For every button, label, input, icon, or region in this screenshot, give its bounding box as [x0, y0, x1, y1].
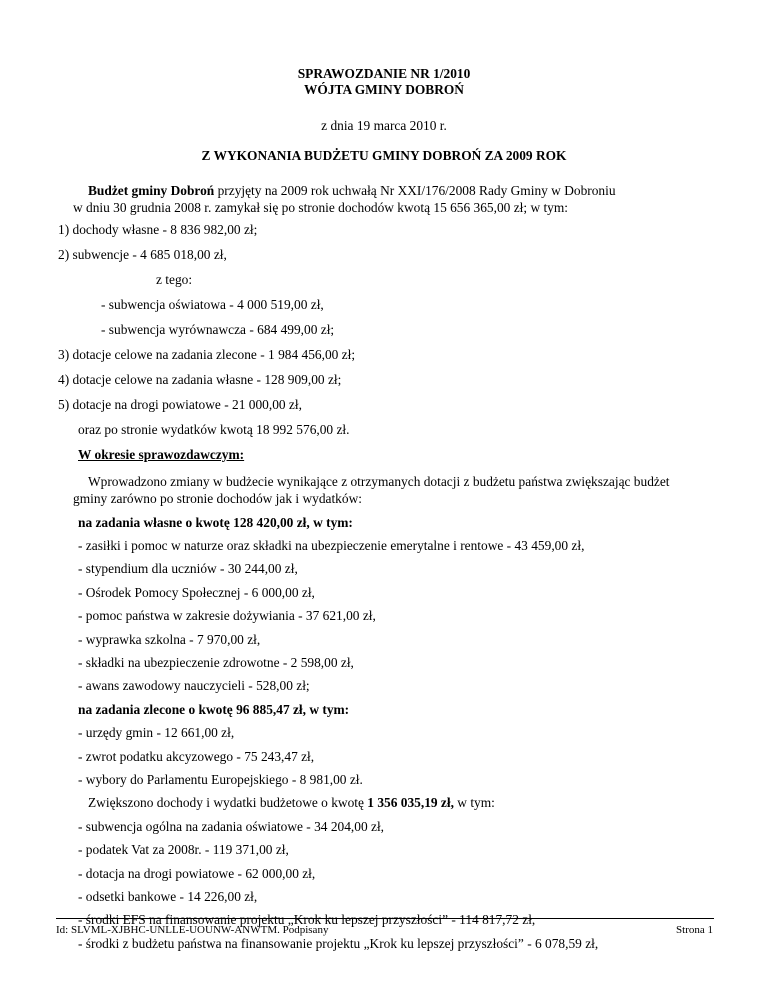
revenue-item: - subwencja oświatowa - 4 000 519,00 zł,: [101, 297, 324, 312]
delegated-tasks-item: - urzędy gmin - 12 661,00 zł,: [78, 725, 235, 741]
own-tasks-item: - Ośrodek Pomocy Społecznej - 6 000,00 zł,: [78, 584, 315, 600]
delegated-tasks-item: - wybory do Parlamentu Europejskiego - 8 981,00 zł.: [78, 772, 363, 787]
own-tasks-item: - zasiłki i pomoc w naturze oraz składki na ubezpieczenie emerytalne i rentowe - 43 459,00 zł,: [78, 538, 585, 553]
title-line-2: WÓJTA GMINY DOBROŃ: [304, 82, 464, 97]
reporting-period-heading: W okresie sprawozdawczym:: [78, 447, 245, 462]
own-tasks-item: - pomoc państwa w zakresie dożywiania - 37 621,00 zł,: [78, 608, 376, 624]
revenue-item: 1) dochody własne - 8 836 982,00 zł;: [58, 222, 258, 237]
increase-text-before: Zwiększono dochody i wydatki budżetowe o kwotę: [88, 795, 368, 811]
delegated-tasks-item: - zwrot podatku akcyzowego - 75 243,47 zł,: [78, 748, 315, 764]
increase-item: - dotacja na drogi powiatowe - 62 000,00 zł,: [78, 865, 316, 881]
intro-bold-lead: Budżet gminy Dobroń: [88, 183, 215, 198]
own-tasks-item: - wyprawka szkolna - 7 970,00 zł,: [78, 631, 261, 647]
footer-page-number: Strona 1: [676, 924, 713, 936]
own-tasks-item: - stypendium dla uczniów - 30 244,00 zł,: [78, 561, 298, 577]
changes-intro-line-2: gminy zarówno po stronie dochodów jak i wydatków:: [73, 491, 362, 506]
increase-text-after: w tym:: [453, 795, 495, 811]
own-tasks-item: - awans zawodowy nauczycieli - 528,00 zł;: [78, 678, 310, 694]
document-subject: Z WYKONANIA BUDŻETU GMINY DOBROŃ ZA 2009 ROK: [201, 148, 567, 163]
revenue-item: 2) subwencje - 4 685 018,00 zł,: [58, 247, 227, 262]
increase-amount: 1 356 035,19 zł,: [367, 795, 454, 811]
revenue-item: 4) dotacje celowe na zadania własne - 128 909,00 zł;: [58, 372, 342, 387]
own-tasks-item: - składki na ubezpieczenie zdrowotne - 2 598,00 zł,: [78, 655, 354, 670]
expenditure-total: oraz po stronie wydatków kwotą 18 992 576,00 zł.: [78, 422, 350, 437]
increase-item: - odsetki bankowe - 14 226,00 zł,: [78, 889, 258, 904]
increase-item: - subwencja ogólna na zadania oświatowe - 34 204,00 zł,: [78, 818, 385, 834]
document-date: z dnia 19 marca 2010 r.: [321, 118, 447, 133]
own-tasks-heading: na zadania własne o kwotę 128 420,00 zł, w tym:: [78, 514, 353, 530]
document-title: [0, 66, 768, 98]
increase-item: - środki z budżetu państwa na finansowanie projektu „Krok ku lepszej przyszłości” - 6 078,59 zł,: [78, 935, 599, 951]
revenue-item: z tego:: [156, 272, 193, 287]
increase-item: - środki EFS na finansowanie projektu „Krok ku lepszej przyszłości” - 114 817,72 zł,: [78, 912, 536, 928]
delegated-tasks-heading: na zadania zlecone o kwotę 96 885,47 zł, w tym:: [78, 701, 350, 717]
increase-item: - podatek Vat za 2008r. - 119 371,00 zł,: [78, 842, 289, 858]
revenue-item: 5) dotacje na drogi powiatowe - 21 000,00 zł,: [58, 397, 302, 412]
changes-intro-line-1: Wprowadzono zmiany w budżecie wynikające z otrzymanych dotacji z budżetu państwa zwiększając budżet: [88, 474, 670, 489]
revenue-item: 3) dotacje celowe na zadania zlecone - 1 984 456,00 zł;: [58, 347, 356, 362]
changes-intro-paragraph: [73, 473, 712, 507]
footer-document-id: Id: SLVML-XJBHC-UNLLE-UOUNW-ANWTM. Podpisany: [56, 924, 329, 936]
revenue-item: - subwencja wyrównawcza - 684 499,00 zł;: [101, 322, 335, 337]
intro-text-line-1: przyjęty na 2009 rok uchwałą Nr XXI/176/2008 Rady Gminy w Dobroniu: [214, 183, 616, 198]
title-line-1: SPRAWOZDANIE NR 1/2010: [297, 66, 471, 81]
increase-line: [88, 795, 495, 811]
intro-text-line-2: w dniu 30 grudnia 2008 r. zamykał się po stronie dochodów kwotą 15 656 365,00 zł; w tym:: [73, 200, 569, 215]
intro-paragraph: [73, 182, 712, 216]
